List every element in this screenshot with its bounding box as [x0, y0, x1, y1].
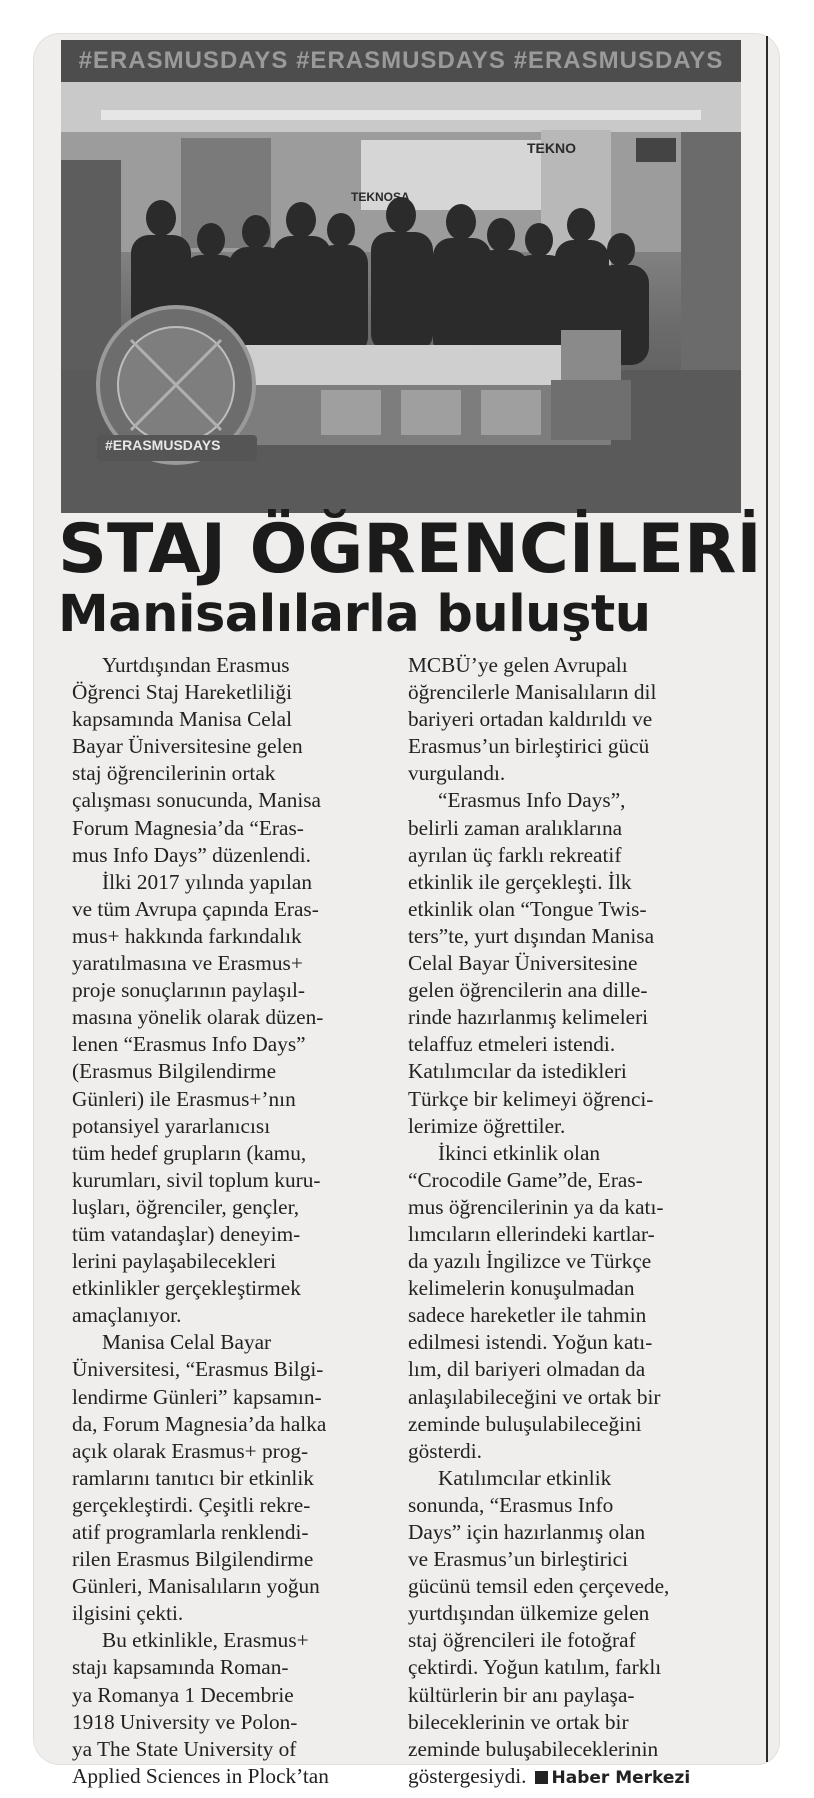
article-line: yaratılmasına ve Erasmus+: [72, 951, 303, 976]
article-line: ters”te, yurt dışından Manisa: [408, 923, 655, 948]
erasmusdays-badge-text: #ERASMUSDAYS: [105, 437, 221, 453]
article-line: ya The State University of: [72, 1736, 297, 1761]
article-line: zeminde buluşabileceklerinin: [408, 1736, 659, 1761]
article-line: Manisa Celal Bayar: [102, 1330, 272, 1355]
article-line: mus Info Days” düzenlendi.: [72, 842, 311, 867]
article-line: (Erasmus Bilgilendirme: [72, 1059, 277, 1084]
article-line: rinde hazırlanmış kelimeleri: [408, 1005, 649, 1030]
article-line: zeminde buluşulabileceğini: [408, 1411, 642, 1436]
article-line: kelimelerin konuşulmadan: [408, 1276, 635, 1301]
article-line: proje sonuçlarının paylaşıl-: [72, 978, 306, 1003]
article-line: rilen Erasmus Bilgilendirme: [72, 1547, 314, 1572]
article-line: staj öğrencileri ile fotoğraf: [408, 1628, 636, 1653]
article-line: ilgisini çekti.: [72, 1601, 184, 1626]
article-line: belirli zaman aralıklarına: [408, 815, 623, 840]
article-line: anlaşılabileceğini ve ortak bir: [408, 1384, 661, 1409]
article-line: Öğrenci Staj Hareketliliği: [72, 680, 292, 705]
article-line: ramlarını tanıtıcı bir etkinlik: [72, 1465, 314, 1490]
article-line: gücünü temsil eden çerçevede,: [408, 1574, 670, 1599]
article-line: açık olarak Erasmus+ prog-: [72, 1438, 309, 1463]
article-line: Bayar Üniversitesine gelen: [72, 734, 303, 759]
article-column-left: [72, 652, 392, 1790]
article-line: lerimize öğrettiler.: [408, 1113, 566, 1138]
article-line: ve Erasmus’un birleştirici: [408, 1547, 629, 1572]
store-sign-secondary: TEKNOSA: [351, 190, 410, 204]
article-line: sonunda, “Erasmus Info: [408, 1492, 614, 1517]
article-line: ve tüm Avrupa çapında Eras-: [72, 896, 319, 921]
article-line: mus öğrencilerinin ya da katı-: [408, 1194, 664, 1219]
event-photo: [61, 40, 741, 513]
article-line: etkinlikler gerçekleştirmek: [72, 1276, 301, 1301]
article-line: gelen öğrencilerin ana dille-: [408, 978, 648, 1003]
article-line: mus+ hakkında farkındalık: [72, 923, 302, 948]
article-line: Katılımcılar etkinlik: [438, 1465, 612, 1490]
article-line: öğrencilerle Manisalıların dil: [408, 680, 657, 705]
article-line: da yazılı İngilizce ve Türkçe: [408, 1249, 652, 1274]
article-line: Days” için hazırlanmış olan: [408, 1520, 646, 1544]
column-rule: [766, 36, 768, 1762]
article-line: kurumları, sivil toplum kuru-: [72, 1167, 321, 1192]
article-line: Üniversitesi, “Erasmus Bilgi-: [72, 1357, 324, 1382]
article-line: İkinci etkinlik olan: [438, 1140, 601, 1165]
article-line: bileceklerinin ve ortak bir: [408, 1709, 629, 1734]
article-line: kapsamında Manisa Celal: [72, 707, 293, 732]
article-line: atif programlarla renklendi-: [72, 1520, 309, 1544]
article-line: staj öğrencilerinin ortak: [72, 761, 276, 786]
byline-text: Haber Merkezi: [551, 1767, 691, 1788]
article-line: İlki 2017 yılında yapılan: [102, 869, 312, 894]
article-line: amaçlanıyor.: [72, 1303, 182, 1328]
headline: [58, 510, 762, 644]
article-line: çalışması sonucunda, Manisa: [72, 788, 322, 813]
article-column-right: [408, 652, 728, 1792]
article-line: Applied Sciences in Plock’tan: [72, 1763, 329, 1788]
article-line: 1918 University ve Polon-: [72, 1709, 298, 1734]
article-line: Forum Magnesia’da “Eras-: [72, 815, 304, 840]
article-line: luşları, öğrenciler, gençler,: [72, 1194, 300, 1219]
article-line: potansiyel yararlanıcısı: [72, 1113, 271, 1138]
headline-line-2: Manisalılarla buluştu: [58, 585, 651, 644]
article-line: yurtdışından ülkemize gelen: [408, 1601, 650, 1626]
article-line: sadece hareketler ile tahmin: [408, 1303, 647, 1328]
article-line: etkinlik olan “Tongue Twis-: [408, 896, 647, 921]
article-line: kültürlerin bir anı paylaşa-: [408, 1682, 635, 1707]
article-line: Bu etkinlikle, Erasmus+: [102, 1628, 309, 1653]
article-line: tüm vatandaşlar) deneyim-: [72, 1221, 301, 1246]
article-line: Erasmus’un birleştirici gücü: [408, 734, 650, 759]
article-line: Günleri) ile Erasmus+’nın: [72, 1086, 296, 1111]
article-line: Günleri, Manisalıların yoğun: [72, 1574, 320, 1599]
byline-square-icon: [535, 1771, 548, 1784]
article-line: tüm hedef grupların (kamu,: [72, 1140, 307, 1165]
article-line: göstergesiydi. Haber Merkezi: [408, 1763, 691, 1788]
byline: [535, 1768, 691, 1788]
article-line: bariyeri ortadan kaldırıldı ve: [408, 707, 653, 732]
article-line: stajı kapsamında Roman-: [72, 1655, 289, 1680]
headline-line-1: STAJ ÖĞRENCİLERİ: [58, 510, 762, 589]
article-line: gösterdi.: [408, 1438, 482, 1463]
article-line: lenen “Erasmus Info Days”: [72, 1032, 306, 1057]
article-line: MCBÜ’ye gelen Avrupalı: [408, 653, 628, 677]
article-line: gerçekleştirdi. Çeşitli rekre-: [72, 1492, 311, 1517]
article-line: Yurtdışından Erasmus: [102, 653, 290, 677]
article-line: lendirme Günleri” kapsamın-: [72, 1384, 322, 1409]
photo-banner: #ERASMUSDAYS #ERASMUSDAYS #ERASMUSDAYS: [61, 40, 741, 82]
article-line: masına yönelik olarak düzen-: [72, 1005, 324, 1030]
article-line: çektirdi. Yoğun katılım, farklı: [408, 1655, 662, 1680]
store-sign: TEKNO: [527, 140, 576, 156]
article-line: “Crocodile Game”de, Eras-: [408, 1167, 643, 1192]
article-line: ayrılan üç farklı rekreatif: [408, 842, 622, 867]
article-line: Katılımcılar da istedikleri: [408, 1059, 627, 1084]
article-line: etkinlik ile gerçekleşti. İlk: [408, 869, 632, 894]
article-line: vurgulandı.: [408, 761, 506, 786]
article-line: “Erasmus Info Days”,: [438, 788, 626, 813]
article-line: edilmesi istendi. Yoğun katı-: [408, 1330, 653, 1355]
article-line: ya Romanya 1 Decembrie: [72, 1682, 294, 1707]
article-line: lım, dil bariyeri olmadan da: [408, 1357, 646, 1382]
article-line: da, Forum Magnesia’da halka: [72, 1411, 327, 1436]
article-line: telaffuz etmeleri istendi.: [408, 1032, 616, 1057]
article-line: lımcıların ellerindeki kartlar-: [408, 1221, 655, 1246]
article-line: lerini paylaşabilecekleri: [72, 1249, 276, 1274]
article-line: Celal Bayar Üniversitesine: [408, 951, 638, 976]
article-line: Türkçe bir kelimeyi öğrenci-: [408, 1086, 654, 1111]
